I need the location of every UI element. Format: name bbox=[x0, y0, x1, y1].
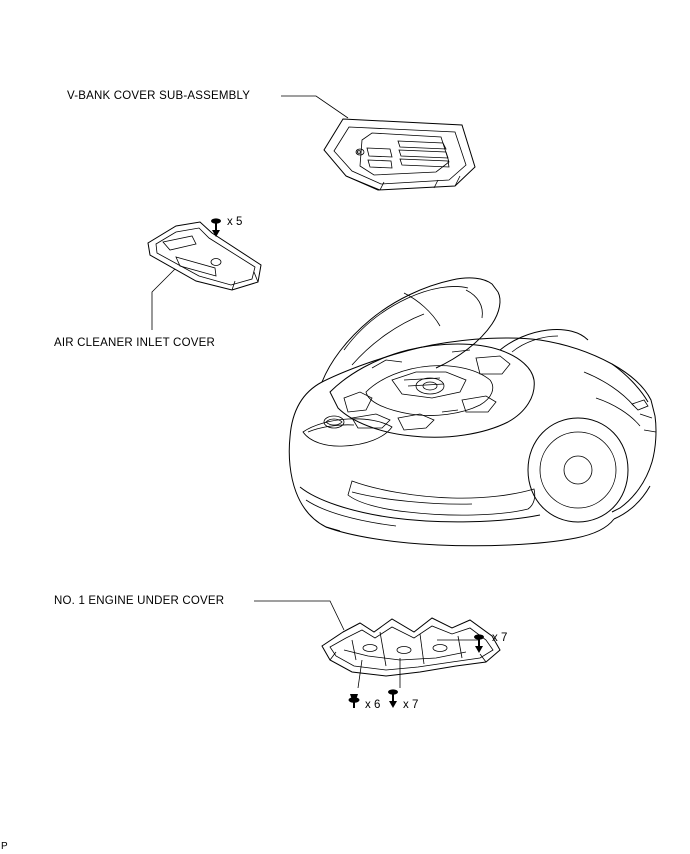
qty-under-cover-bolts: x 6 bbox=[365, 699, 381, 711]
qty-under-cover-clips: x 7 bbox=[403, 699, 419, 711]
clip-symbol-under-cover-center bbox=[388, 689, 398, 708]
qty-under-cover-right: x 7 bbox=[492, 632, 508, 644]
label-no1-engine-under-cover: NO. 1 ENGINE UNDER COVER bbox=[54, 595, 225, 607]
bolt-symbol-under-cover bbox=[349, 694, 360, 708]
label-v-bank-cover: V-BANK COVER SUB-ASSEMBLY bbox=[67, 90, 251, 102]
vehicle-illustration bbox=[289, 278, 656, 546]
label-air-cleaner-inlet-cover: AIR CLEANER INLET COVER bbox=[54, 337, 215, 349]
page-corner-mark: P bbox=[1, 841, 8, 852]
no1-engine-under-cover-part bbox=[322, 618, 500, 708]
leader-lines bbox=[152, 96, 348, 630]
v-bank-cover-part bbox=[324, 119, 475, 190]
qty-air-cleaner-clips: x 5 bbox=[227, 216, 243, 228]
